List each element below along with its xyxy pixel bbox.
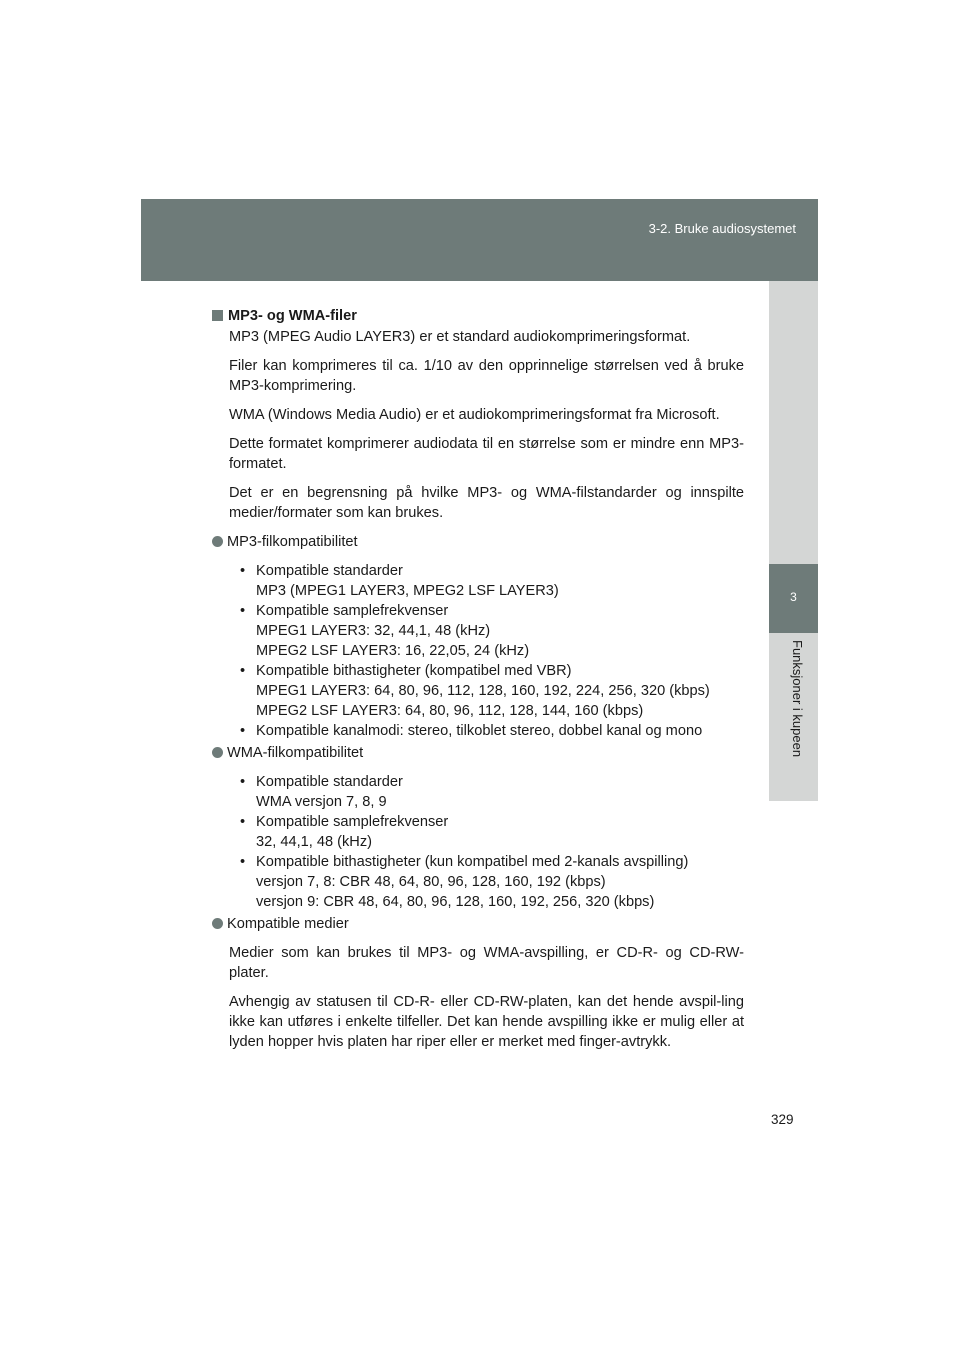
- intro-paragraph: Filer kan komprimeres til ca. 1/10 av den opprinnelige størrelsen ved å bruke MP3-komprimering.: [229, 358, 744, 394]
- section-heading: MP3- og WMA-filer: [212, 306, 744, 326]
- mp3-compat-list: [240, 561, 744, 741]
- list-item: • Kompatible standarder MP3 (MPEG1 LAYER3, MPEG2 LSF LAYER3): [240, 561, 744, 601]
- chapter-label: Funksjoner i kupeen: [790, 640, 805, 758]
- chapter-tab: [769, 564, 818, 633]
- wma-subheading: WMA-filkompatibilitet: [212, 743, 744, 763]
- list-item: • Kompatible bithastigheter (kompatibel med VBR) MPEG1 LAYER3: 64, 80, 96, 112, 128, 160, 192, 224, 256, 320 (kbps) MPEG2 LSF LAYER3: 64, 80, 96, 112, 128, 144, 160 (kbps): [240, 661, 744, 721]
- side-tab-upper: [769, 281, 818, 564]
- page-content: [212, 306, 744, 1061]
- intro-paragraph: MP3 (MPEG Audio LAYER3) er et standard audiokomprimeringsformat.: [229, 329, 691, 345]
- mp3-subheading: MP3-filkompatibilitet: [212, 532, 744, 552]
- media-paragraph: Avhengig av statusen til CD-R- eller CD-RW-platen, kan det hende avspil-ling ikke kan utføres i enkelte tilfeller. Det kan hende avspilling ikke er mulig eller at lyden hopper hvis platen har riper eller er merket med finger-avtrykk.: [229, 994, 744, 1050]
- intro-paragraph: Det er en begrensning på hvilke MP3- og WMA-filstandarder og innspilte medier/formater som kan brukes.: [229, 485, 744, 521]
- circle-bullet-icon: [212, 536, 223, 547]
- intro-paragraph: WMA (Windows Media Audio) er et audiokomprimeringsformat fra Microsoft.: [229, 407, 720, 423]
- intro-paragraph: Dette formatet komprimerer audiodata til en størrelse som er mindre enn MP3-formatet.: [229, 436, 744, 472]
- section-title: 3-2. Bruke audiosystemet: [648, 221, 796, 236]
- wma-compat-list: [240, 772, 744, 912]
- square-bullet-icon: [212, 310, 223, 321]
- circle-bullet-icon: [212, 918, 223, 929]
- list-item: • Kompatible standarder WMA versjon 7, 8, 9: [240, 772, 744, 812]
- chapter-number: 3: [790, 590, 797, 604]
- list-item: • Kompatible samplefrekvenser MPEG1 LAYER3: 32, 44,1, 48 (kHz) MPEG2 LSF LAYER3: 16, 22,05, 24 (kHz): [240, 601, 744, 661]
- list-item: • Kompatible samplefrekvenser 32, 44,1, 48 (kHz): [240, 812, 744, 852]
- page-number: 329: [771, 1112, 794, 1127]
- circle-bullet-icon: [212, 747, 223, 758]
- list-item: • Kompatible kanalmodi: stereo, tilkoblet stereo, dobbel kanal og mono: [240, 721, 744, 741]
- media-paragraph: Medier som kan brukes til MP3- og WMA-avspilling, er CD-R- og CD-RW-plater.: [229, 945, 744, 981]
- list-item: • Kompatible bithastigheter (kun kompatibel med 2-kanals avspilling) versjon 7, 8: CBR 48, 64, 80, 96, 128, 160, 192 (kbps) versjon 9: CBR 48, 64, 80, 96, 128, 160, 192, 256, 320 (kbps): [240, 852, 744, 912]
- section-header-bar: [141, 199, 818, 281]
- media-subheading: Kompatible medier: [212, 914, 744, 934]
